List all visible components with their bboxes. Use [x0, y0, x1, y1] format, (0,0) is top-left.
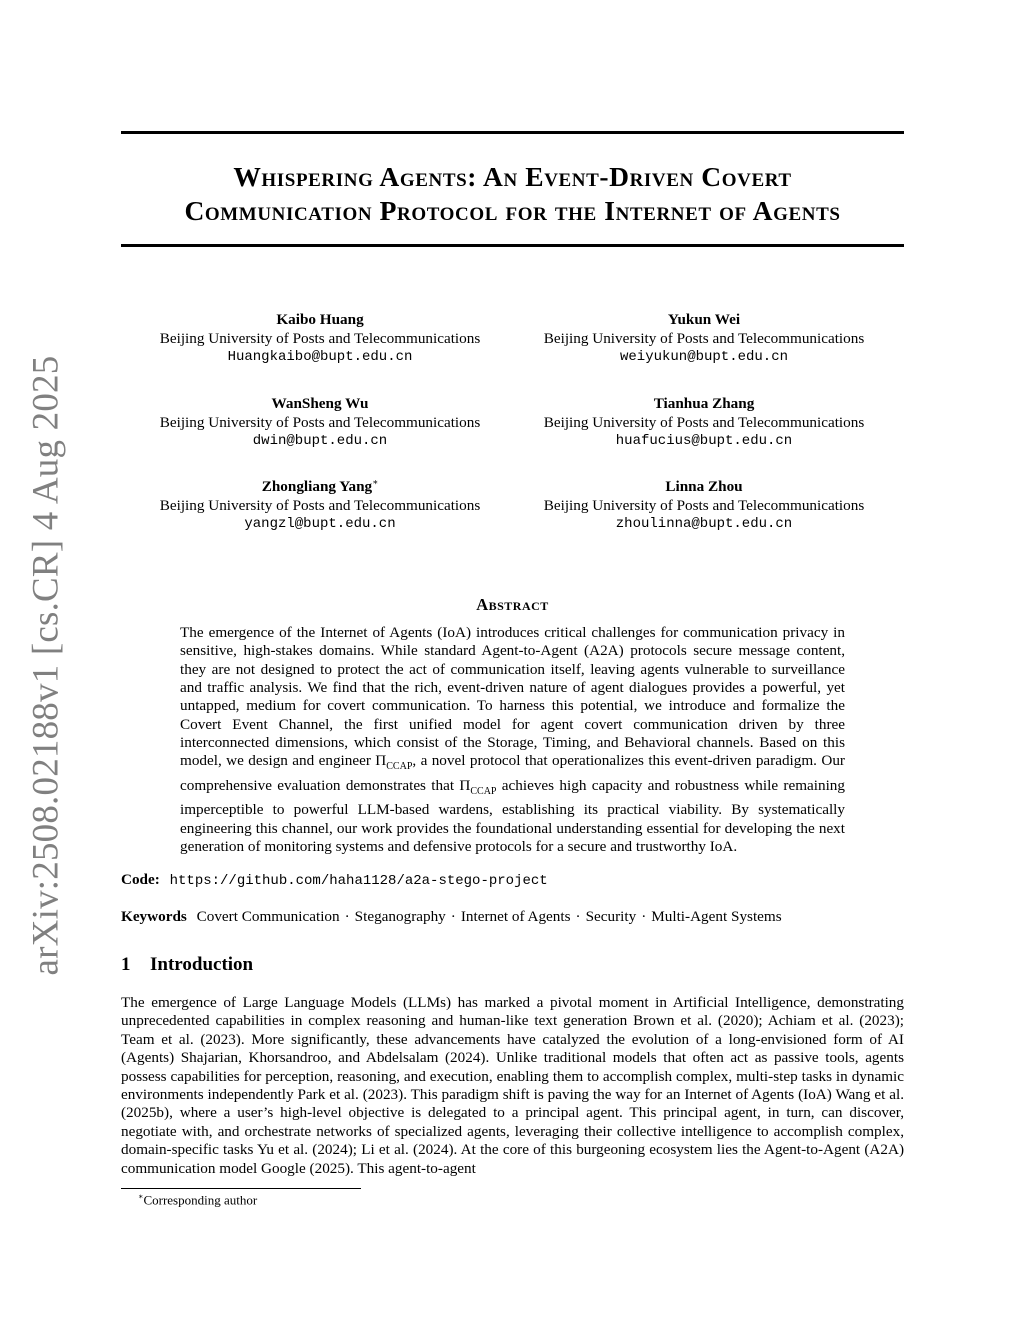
author-email: Huangkaibo@bupt.edu.cn: [227, 349, 413, 366]
code-label: Code:: [121, 871, 160, 888]
keyword: Steganography: [354, 908, 446, 925]
section-title: Introduction: [150, 954, 254, 975]
title-top-rule: [121, 131, 904, 134]
title-bottom-rule: [121, 244, 904, 247]
author-name: Kaibo Huang: [276, 311, 364, 329]
author-block: [130, 306, 510, 367]
code-link-line: [121, 871, 548, 889]
keyword: Covert Communication: [196, 908, 340, 925]
author-name: WanSheng Wu: [271, 395, 369, 413]
abstract-text: The emergence of the Internet of Agents (IoA) introduces critical challenges for communication privacy in sensitive, high-stakes domains. While standard Agent-to-Agent (A2A) protocols secure message content, they are not designed to protect the act of communication itself, leaving agents vulnerable to surveillance and traffic analysis. We find that the rich, event-driven nature of agent dialogues provides a powerful, yet untapped, medium for covert communication. To harness this potential, we introduce and formalize the Covert Event Channel, the first unified model for agent covert communication driven by three interconnected dimensions, which consist of the Storage, Timing, and Behavioral channels. Based on this model, we design and engineer $\Pi_{CCAP}$, a novel protocol that operationalizes this event-driven paradigm. Our comprehensive evaluation demonstrates that $\Pi_{CCAP}$ achieves high capacity and robustness while remaining imperceptible to powerful LLM-based wardens, establishing its practical viability. By systematically engineering this channel, our work provides the foundational understanding essential for developing the next generation of monitoring systems and defensive protocols for a secure and trustworthy IoA.: [180, 624, 845, 855]
introduction-paragraph: The emergence of Large Language Models (LLMs) has marked a pivotal moment in Artificial Intelligence, demonstrating unprecedented capabilities in complex reasoning and human-like text generation Brown et al. (2020); Achiam et al. (2023); Team et al. (2023). More significantly, these advancements have catalyzed the evolution of a long-envisioned form of AI (Agents) Shajarian, Khorsandroo, and Abdelsalam (2024). Unlike traditional models that often act as passive tools, agents possess capabilities for perception, reasoning, and execution, enabling them to accomplish complex, multi-step tasks in dynamic environments independently Park et al. (2023). This paradigm shift is paving the way for an Internet of Agents (IoA) Wang et al. (2025b), where a user’s high-level objective is delegated to a principal agent. This principal agent, in turn, can discover, negotiate with, and orchestrate networks of specialized agents, leveraging their collective intelligence to accomplish complex, domain-specific tasks Yu et al. (2024); Li et al. (2024). At the core of this burgeoning ecosystem lies the Agent-to-Agent (A2A) communication model Google (2025). This agent-to-agent: [121, 994, 904, 1177]
footnote-mark: ∗: [138, 1192, 144, 1201]
author-affiliation: Beijing University of Posts and Telecommunications: [543, 329, 865, 347]
author-block: [514, 306, 894, 367]
author-block: [130, 473, 510, 534]
author-email: weiyukun@bupt.edu.cn: [619, 349, 789, 366]
author-name: Linna Zhou: [665, 478, 743, 496]
author-name: Yukun Wei: [667, 311, 741, 329]
keywords-label: Keywords: [121, 908, 187, 925]
author-block: [514, 390, 894, 451]
author-email: yangzl@bupt.edu.cn: [244, 516, 396, 533]
paper-title-line-2: Communication Protocol for the Internet of Agents: [184, 195, 841, 226]
section-number: 1: [121, 954, 131, 975]
author-affiliation: Beijing University of Posts and Telecommunications: [543, 496, 865, 514]
author-email: dwin@bupt.edu.cn: [252, 433, 388, 450]
protocol-symbol: $\Pi_{CCAP}$: [459, 776, 497, 797]
paper-title: [121, 160, 904, 228]
author-block: [514, 473, 894, 534]
author-affiliation: Beijing University of Posts and Telecommunications: [159, 413, 481, 431]
author-name: Zhongliang Yang∗: [261, 477, 379, 496]
footnote-text: Corresponding author: [143, 1192, 258, 1208]
section-heading: [121, 954, 253, 976]
author-affiliation: Beijing University of Posts and Telecommunications: [159, 329, 481, 347]
keywords-line: Keywords Covert Communication · Steganography · Internet of Agents · Security · Multi-Agent Systems: [121, 908, 782, 925]
author-block: [130, 390, 510, 451]
paper-title-line-1: Whispering Agents: An Event-Driven Covert: [233, 161, 792, 192]
abstract-heading: Abstract: [476, 595, 549, 614]
author-email: zhoulinna@bupt.edu.cn: [615, 516, 793, 533]
code-repository-link[interactable]: https://github.com/haha1128/a2a-stego-project: [169, 873, 548, 889]
author-email: huafucius@bupt.edu.cn: [615, 433, 793, 450]
keyword: Internet of Agents: [460, 908, 571, 925]
protocol-symbol: $\Pi_{CCAP}$: [375, 752, 413, 773]
author-name: Tianhua Zhang: [653, 395, 755, 413]
footnote-rule: [121, 1188, 361, 1189]
arxiv-identifier: [16, 355, 76, 975]
keyword: Multi-Agent Systems: [651, 908, 782, 925]
author-affiliation: Beijing University of Posts and Telecommunications: [543, 413, 865, 431]
keyword: Security: [585, 908, 637, 925]
footnote: [138, 1192, 257, 1208]
arxiv-identifier-text: arXiv:2508.02188v1 [cs.CR] 4 Aug 2025: [25, 355, 67, 975]
author-affiliation: Beijing University of Posts and Telecommunications: [159, 496, 481, 514]
